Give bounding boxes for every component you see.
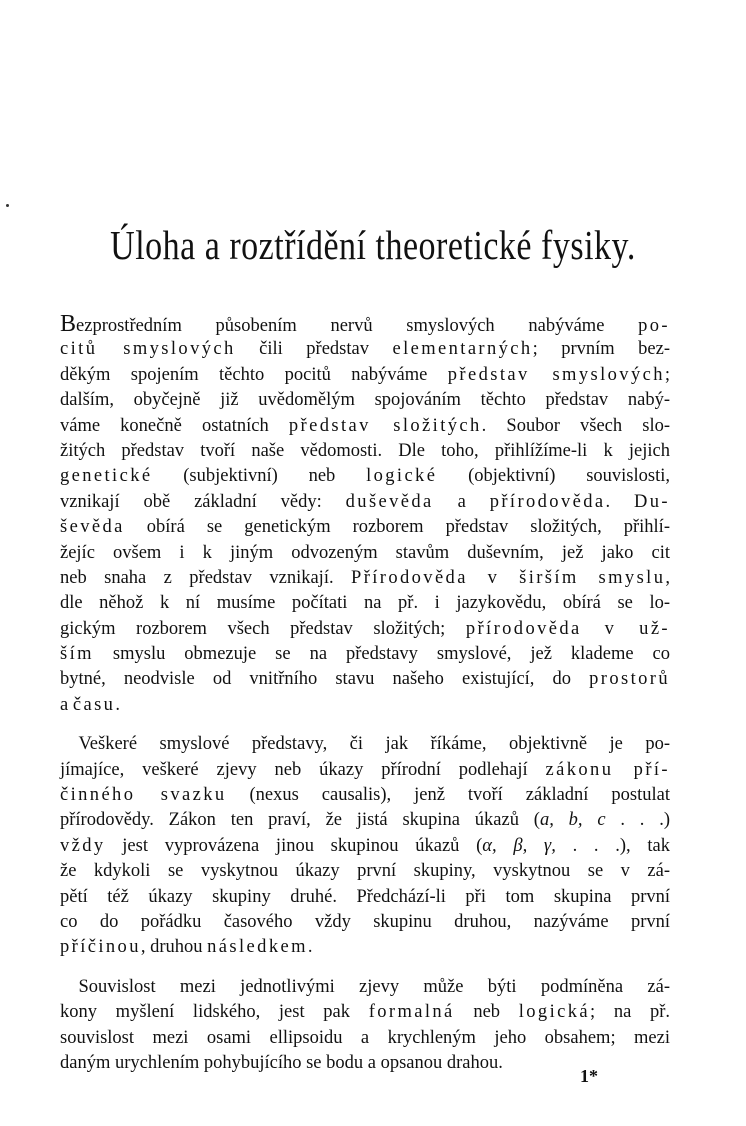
text-line [60, 642, 670, 667]
text-run: , druhou [140, 937, 208, 958]
initial-letter: B [60, 311, 77, 337]
text-line [60, 834, 670, 859]
text-run: přírodovědy. Zákon ten praví, že jistá skupina úkazů ( [60, 810, 540, 831]
text-run: daným urychlením pohybujícího se bodu a opsanou drahou. [60, 1052, 503, 1073]
spaced-term: vždy [60, 835, 106, 856]
paragraph [60, 312, 670, 718]
text-line [60, 783, 670, 808]
text-run: ; na př. [590, 1002, 670, 1023]
spaced-term: ším [60, 644, 94, 665]
text-run: žejíc ovšem i k jiným odvozeným stavům duševním, jež jako cit [60, 542, 670, 563]
spaced-term: formalná [368, 1002, 455, 1023]
text-run: děkým spojením těchto pocitů nabýváme [60, 364, 448, 385]
paragraph [60, 975, 670, 1077]
text-line [60, 808, 670, 833]
page-number: 1* [580, 1066, 598, 1086]
text-line [60, 859, 670, 884]
spaced-term: činného svazku [60, 785, 227, 806]
text-run: neb snaha z představ vznikají. [60, 567, 351, 588]
text-run: kony myšlení lidského, jest pak [60, 1002, 369, 1023]
spaced-term: genetické [60, 466, 153, 487]
text-line [60, 693, 670, 718]
text-run: a [433, 491, 490, 512]
spaced-term: citů smyslových [60, 339, 236, 360]
text-run: jest vyprovázena jinou skupinou úkazů ( [105, 835, 483, 856]
paragraph [60, 732, 670, 961]
text-line [60, 337, 670, 362]
spaced-term: logické [366, 466, 438, 487]
text-run: že kdykoli se vyskytnou úkazy první skupiny, vyskytnou se v zá- [60, 861, 670, 882]
text-run: . . .) [605, 810, 670, 831]
page-title: Úloha a roztřídění theoretické fysiky. [110, 224, 636, 269]
text-run: . [605, 491, 635, 512]
text-line [60, 312, 670, 337]
text-run: Souvislost mezi jednotlivými zjevy může býti podmíněna zá- [60, 976, 670, 997]
text-run: (objektivní) souvislosti, [437, 466, 670, 487]
paragraph-gap [60, 718, 670, 732]
text-run: bytné, neodvisle od vnitřního stavu našeho existující, do [60, 669, 590, 690]
text-line [60, 1051, 670, 1076]
text-line [60, 667, 670, 692]
text-run: . Soubor všech slo- [481, 415, 670, 436]
spaced-term: času [72, 694, 116, 715]
text-line [60, 414, 670, 439]
text-run: . [307, 937, 313, 958]
paragraph-gap [60, 961, 670, 975]
text-run: váme konečně ostatních [60, 415, 289, 436]
text-run: α, β, γ, [482, 835, 556, 856]
spaced-term: ševěda [60, 517, 125, 538]
text-line [60, 515, 670, 540]
spaced-term: zákonu pří- [545, 759, 670, 780]
text-run: a, b, c [539, 810, 606, 831]
text-run: Veškeré smyslové představy, či jak říkáme, objektivně je po- [60, 734, 670, 755]
text-run: souvislost mezi osami ellipsoidu a krychleným jeho obsahem; mezi [60, 1027, 670, 1048]
spaced-term: duševěda [345, 491, 434, 512]
text-run: čili představ [235, 339, 393, 360]
text-run: jímajíce, veškeré zjevy neb úkazy přírodní podlehají [60, 759, 546, 780]
text-run: , [665, 567, 670, 588]
spaced-term: představ smyslových [447, 364, 665, 385]
spaced-term: představ složitých [288, 415, 482, 436]
text-run: smyslu obmezuje se na představy smyslové, jež klademe co [93, 644, 670, 665]
text-run: . . .), tak [555, 835, 670, 856]
spaced-term: Přírodověda v širším smyslu [351, 567, 666, 588]
spaced-term: logická [518, 1002, 590, 1023]
text-line [60, 490, 670, 515]
text-line [60, 935, 670, 960]
text-run: ; [664, 364, 670, 385]
text-line [60, 975, 670, 1000]
text-line [60, 591, 670, 616]
text-line [60, 732, 670, 757]
text-run: pětí též úkazy skupiny druhé. Předchází-li při tom skupina první [60, 886, 670, 907]
spaced-term: prostorů [589, 669, 670, 690]
spaced-term: Du- [634, 491, 670, 512]
text-run: a [60, 694, 73, 715]
text-line [60, 758, 670, 783]
text-line [60, 388, 670, 413]
text-line [60, 885, 670, 910]
text-run: gickým rozborem všech představ složitých; [60, 618, 466, 639]
spaced-term: přírodověda v už- [465, 618, 670, 639]
text-run: dle něhož k ní musíme počítati na př. i jazykovědu, obírá se lo- [60, 593, 670, 614]
text-run: ; prvním bez- [532, 339, 670, 360]
spaced-term: po- [638, 316, 670, 336]
text-run: dalším, obyčejně již uvědomělým spojováním těchto představ nabý- [60, 390, 670, 411]
spaced-term: následkem [207, 937, 308, 958]
spaced-term: příčinou [60, 937, 141, 958]
print-speck [6, 204, 9, 207]
text-run: neb [454, 1002, 519, 1023]
spaced-term: přírodověda [489, 491, 606, 512]
text-run: vznikají obě základní vědy: [60, 491, 346, 512]
text-run: žitých představ tvoří naše vědomosti. Dle toho, přihlížíme-li k jejich [60, 440, 670, 461]
text-run: . [115, 694, 120, 715]
body-text [60, 312, 670, 1076]
text-line [60, 1026, 670, 1051]
text-run: (subjektivní) neb [152, 466, 367, 487]
text-line [60, 363, 670, 388]
spaced-term: elementarných [392, 339, 533, 360]
text-line [60, 1000, 670, 1025]
text-run: obírá se genetickým rozborem představ složitých, přihlí- [124, 517, 670, 538]
text-line [60, 566, 670, 591]
text-line [60, 910, 670, 935]
text-line [60, 617, 670, 642]
text-run: co do pořádku časového vždy skupinu druhou, nazýváme první [60, 911, 670, 932]
text-line [60, 439, 670, 464]
text-run: (nexus causalis), jenž tvoří základní postulat [226, 785, 670, 806]
text-run: ezprostředním působením nervů smyslových nabýváme [76, 316, 639, 336]
text-line [60, 464, 670, 489]
text-line [60, 541, 670, 566]
